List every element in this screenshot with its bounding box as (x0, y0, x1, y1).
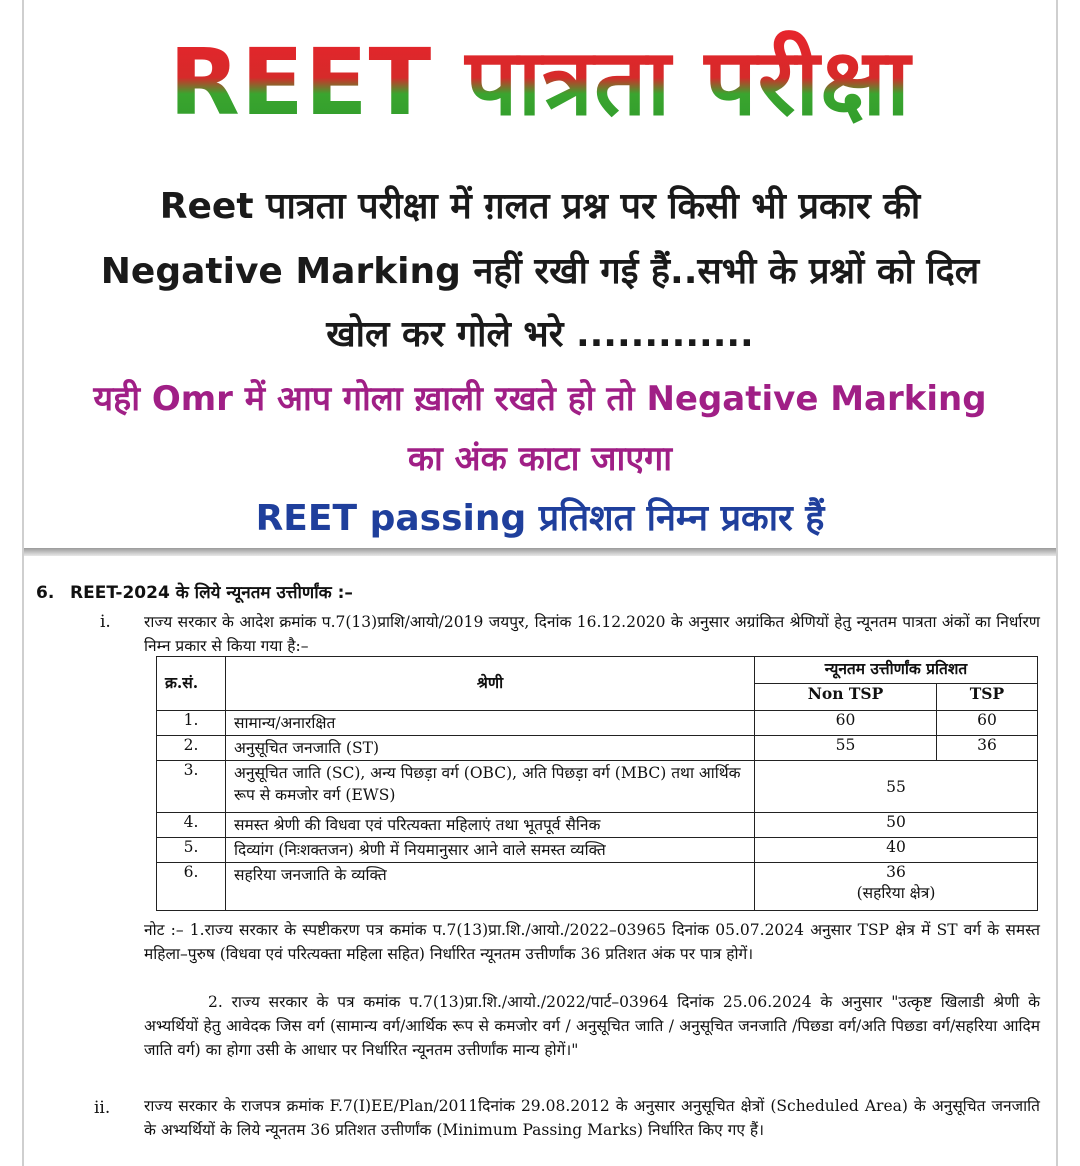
item-ii-marker: ii. (94, 1098, 111, 1118)
header-category: श्रेणी (226, 657, 755, 711)
section-number: 6. (36, 583, 55, 603)
poster-line-1: Reet पात्रता परीक्षा में ग़लत प्रश्न पर किसी भी प्रकार की (159, 186, 921, 227)
header-non-tsp: Non TSP (755, 684, 937, 711)
table-row: 3. अनुसूचित जाति (SC), अन्य पिछड़ा वर्ग (OBC), अति पिछड़ा वर्ग (MBC) तथा आर्थिक रूप से कमजोर वर्ग (EWS) 55 (157, 761, 1038, 813)
table-row: 4. समस्त श्रेणी की विधवा एवं परित्यक्ता महिलाएं तथा भूतपूर्व सैनिक 50 (157, 813, 1038, 838)
poster-line-5: का अंक काटा जाएगा (407, 439, 673, 479)
table-row: 6. सहरिया जनजाति के व्यक्ति 36 (सहरिया क्षेत्र) (157, 863, 1038, 911)
item-i-text: राज्य सरकार के आदेश क्रमांक प.7(13)प्राशि/आयो/2019 जयपुर, दिनांक 16.12.2020 के अनुसार अग्रांकित श्रेणियों हेतु न्यूनतम पात्रता अंकों का निर्धारण निम्न प्रकार से किया गया है:– (144, 613, 1040, 655)
item-ii-text: राज्य सरकार के राजपत्र क्रमांक F.7(I)EE/Plan/2011दिनांक 29.08.2012 के अनुसार अनुसूचित क्षेत्रों (Scheduled Area) के अनुसूचित जनजाति के अभ्यर्थियों के लिये न्यूनतम 36 प्रतिशत उत्तीर्णांक (Minimum Passing Marks) निर्धारित किए गए हैं। (144, 1097, 1040, 1139)
note-2: 2. राज्य सरकार के पत्र कमांक प.7(13)प्रा.शि./आयो./2022/पार्ट–03964 दिनांक 25.06.2024 के अनुसार "उत्कृष्ट खिलाडी श्रेणी के अभ्यर्थियों हेतु आवेदक जिस वर्ग (सामान्य वर्ग/आर्थिक रूप से कमजोर वर्ग / अनुसूचित जाति / अनुसूचित जनजाति /पिछडा वर्ग/अति पिछडा वर्ग/सहरिया आदिम जाति वर्ग) का होगा उसी के आधार पर निर्धारित न्यूनतम उत्तीर्णांक मान्य होगें।" (144, 993, 1040, 1059)
poster-line-6: REET passing प्रतिशत निम्न प्रकार हैं (255, 498, 825, 539)
passing-marks-table (156, 656, 1038, 911)
note-1: नोट :– 1.राज्य सरकार के स्पष्टीकरण पत्र कमांक प.7(13)प्रा.शि./आयो./2022–03965 दिनांक 05.07.2024 अनुसार TSP क्षेत्र में ST वर्ग के समस्त महिला–पुरुष (विधवा एवं परित्यक्ता महिला सहित) निर्धारित न्यूनतम उत्तीर्णांक 36 प्रतिशत अंक पर पात्र होगें। (144, 921, 1040, 963)
table-header-row (157, 657, 1038, 684)
row6-value: 36 (886, 863, 906, 881)
notice-document (24, 562, 1056, 1166)
header-tsp: TSP (936, 684, 1037, 711)
poster-line-3: खोल कर गोले भरे ............. (326, 314, 754, 355)
header-min-pass-percent: न्यूनतम उत्तीर्णांक प्रतिशत (755, 657, 1038, 684)
item-i-marker: i. (100, 612, 111, 632)
section-heading (36, 580, 353, 603)
section-title: REET-2024 के लिये न्यूनतम उत्तीर्णांक :– (70, 583, 353, 603)
page-border-right (1056, 0, 1058, 1166)
table-row: 1. सामान्य/अनारक्षित 60 60 (157, 711, 1038, 736)
poster-line-2: Negative Marking नहीं रखी गई हैं..सभी के प्रश्नों को दिल (100, 251, 980, 292)
table-row: 2. अनुसूचित जनजाति (ST) 55 36 (157, 736, 1038, 761)
poster-title: REET पात्रता परीक्षा (24, 28, 1056, 138)
row6-note: (सहरिया क्षेत्र) (856, 884, 936, 902)
header-sr: क्र.सं. (157, 657, 226, 711)
poster-header (24, 0, 1056, 555)
poster-line-4: यही Omr में आप गोला ख़ाली रखते हो तो Negative Marking (93, 379, 987, 419)
table-row: 5. दिव्यांग (निःशक्तजन) श्रेणी में नियमानुसार आने वाले समस्त व्यक्ति 40 (157, 838, 1038, 863)
section-divider (24, 548, 1056, 556)
